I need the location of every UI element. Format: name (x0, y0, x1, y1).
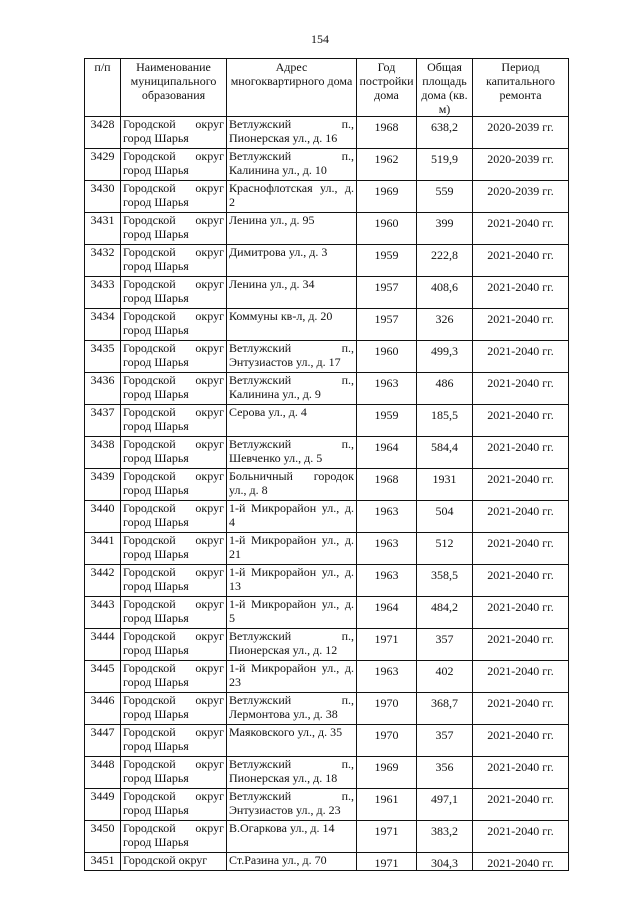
row-number-cell: 3449 (85, 789, 121, 821)
municipality-cell: Городской округ город Шарья (121, 533, 227, 565)
table-row (85, 725, 569, 757)
row-number-cell: 3439 (85, 469, 121, 501)
address-cell: Больничный городок ул., д. 8 (227, 469, 357, 501)
table-row (85, 629, 569, 661)
repair-period-cell: 2021-2040 гг. (473, 437, 569, 469)
row-number-cell: 3443 (85, 597, 121, 629)
row-number-cell: 3445 (85, 661, 121, 693)
municipality-cell: Городской округ город Шарья (121, 469, 227, 501)
municipality-cell: Городской округ город Шарья (121, 565, 227, 597)
row-number-cell: 3433 (85, 277, 121, 309)
year-built-cell: 1962 (357, 149, 417, 181)
address-cell: Ленина ул., д. 34 (227, 277, 357, 309)
year-built-cell: 1964 (357, 437, 417, 469)
year-built-cell: 1970 (357, 693, 417, 725)
repair-period-cell: 2021-2040 гг. (473, 501, 569, 533)
row-number-cell: 3428 (85, 117, 121, 149)
address-cell: Ленина ул., д. 95 (227, 213, 357, 245)
table-row (85, 277, 569, 309)
total-area-cell: 368,7 (417, 693, 473, 725)
address-cell: Димитрова ул., д. 3 (227, 245, 357, 277)
repair-period-cell: 2020-2039 гг. (473, 181, 569, 213)
table-row (85, 565, 569, 597)
table-row (85, 853, 569, 871)
total-area-cell: 408,6 (417, 277, 473, 309)
table-row (85, 469, 569, 501)
table-row (85, 181, 569, 213)
total-area-cell: 497,1 (417, 789, 473, 821)
year-built-cell: 1960 (357, 213, 417, 245)
total-area-cell: 484,2 (417, 597, 473, 629)
year-built-cell: 1960 (357, 341, 417, 373)
year-built-cell: 1963 (357, 565, 417, 597)
table-row (85, 213, 569, 245)
address-cell: Краснофлотская ул., д. 2 (227, 181, 357, 213)
municipality-cell: Городской округ город Шарья (121, 725, 227, 757)
repair-period-cell: 2021-2040 гг. (473, 533, 569, 565)
address-cell: В.Огаркова ул., д. 14 (227, 821, 357, 853)
page-number: 154 (311, 32, 329, 46)
municipality-cell: Городской округ (121, 853, 227, 871)
table-row (85, 245, 569, 277)
table-row (85, 437, 569, 469)
repair-period-cell: 2021-2040 гг. (473, 853, 569, 871)
repair-period-cell: 2021-2040 гг. (473, 565, 569, 597)
year-built-cell: 1961 (357, 789, 417, 821)
year-built-cell: 1971 (357, 629, 417, 661)
municipality-cell: Городской округ город Шарья (121, 661, 227, 693)
table-row (85, 373, 569, 405)
total-area-cell: 358,5 (417, 565, 473, 597)
repair-period-cell: 2021-2040 гг. (473, 821, 569, 853)
year-built-cell: 1963 (357, 373, 417, 405)
year-built-cell: 1959 (357, 245, 417, 277)
row-number-cell: 3450 (85, 821, 121, 853)
table-row (85, 309, 569, 341)
repair-period-cell: 2021-2040 гг. (473, 789, 569, 821)
total-area-cell: 559 (417, 181, 473, 213)
row-number-cell: 3440 (85, 501, 121, 533)
table-body (85, 117, 569, 871)
address-cell: 1-й Микрорайон ул., д. 21 (227, 533, 357, 565)
total-area-cell: 584,4 (417, 437, 473, 469)
total-area-cell: 402 (417, 661, 473, 693)
municipality-cell: Городской округ город Шарья (121, 789, 227, 821)
total-area-cell: 356 (417, 757, 473, 789)
total-area-cell: 499,3 (417, 341, 473, 373)
row-number-cell: 3436 (85, 373, 121, 405)
address-cell: Ветлужский п., Лермонтова ул., д. 38 (227, 693, 357, 725)
municipality-cell: Городской округ город Шарья (121, 341, 227, 373)
repair-period-cell: 2021-2040 гг. (473, 629, 569, 661)
table-row (85, 149, 569, 181)
repair-period-cell: 2021-2040 гг. (473, 757, 569, 789)
total-area-cell: 399 (417, 213, 473, 245)
table-row (85, 693, 569, 725)
address-cell: Серова ул., д. 4 (227, 405, 357, 437)
table-row (85, 533, 569, 565)
municipality-cell: Городской округ город Шарья (121, 181, 227, 213)
year-built-cell: 1970 (357, 725, 417, 757)
year-built-cell: 1969 (357, 757, 417, 789)
address-cell: Ветлужский п., Калинина ул., д. 10 (227, 149, 357, 181)
housing-register-table (84, 58, 569, 871)
row-number-cell: 3447 (85, 725, 121, 757)
table-header-row (85, 59, 569, 117)
year-built-cell: 1957 (357, 309, 417, 341)
repair-period-cell: 2021-2040 гг. (473, 661, 569, 693)
year-built-cell: 1971 (357, 821, 417, 853)
repair-period-cell: 2021-2040 гг. (473, 469, 569, 501)
address-cell: Ветлужский п., Пионерская ул., д. 12 (227, 629, 357, 661)
total-area-cell: 304,3 (417, 853, 473, 871)
header-num: п/п (85, 59, 121, 117)
table-row (85, 821, 569, 853)
address-cell: 1-й Микрорайон ул., д. 23 (227, 661, 357, 693)
total-area-cell: 638,2 (417, 117, 473, 149)
municipality-cell: Городской округ город Шарья (121, 757, 227, 789)
total-area-cell: 357 (417, 629, 473, 661)
row-number-cell: 3446 (85, 693, 121, 725)
header-municipality: Наименование муниципального образования (121, 59, 227, 117)
municipality-cell: Городской округ город Шарья (121, 629, 227, 661)
municipality-cell: Городской округ город Шарья (121, 309, 227, 341)
repair-period-cell: 2020-2039 гг. (473, 149, 569, 181)
repair-period-cell: 2021-2040 гг. (473, 693, 569, 725)
address-cell: Ветлужский п., Калинина ул., д. 9 (227, 373, 357, 405)
address-cell: Ветлужский п., Энтузиастов ул., д. 17 (227, 341, 357, 373)
municipality-cell: Городской округ город Шарья (121, 821, 227, 853)
address-cell: 1-й Микрорайон ул., д. 5 (227, 597, 357, 629)
row-number-cell: 3437 (85, 405, 121, 437)
address-cell: 1-й Микрорайон ул., д. 4 (227, 501, 357, 533)
address-cell: Маяковского ул., д. 35 (227, 725, 357, 757)
table-row (85, 341, 569, 373)
row-number-cell: 3448 (85, 757, 121, 789)
year-built-cell: 1959 (357, 405, 417, 437)
municipality-cell: Городской округ город Шарья (121, 373, 227, 405)
row-number-cell: 3434 (85, 309, 121, 341)
total-area-cell: 383,2 (417, 821, 473, 853)
table-row (85, 117, 569, 149)
table-row (85, 501, 569, 533)
repair-period-cell: 2021-2040 гг. (473, 245, 569, 277)
table-row (85, 757, 569, 789)
row-number-cell: 3438 (85, 437, 121, 469)
repair-period-cell: 2020-2039 гг. (473, 117, 569, 149)
row-number-cell: 3431 (85, 213, 121, 245)
municipality-cell: Городской округ город Шарья (121, 213, 227, 245)
repair-period-cell: 2021-2040 гг. (473, 309, 569, 341)
municipality-cell: Городской округ город Шарья (121, 437, 227, 469)
municipality-cell: Городской округ город Шарья (121, 277, 227, 309)
address-cell: Ветлужский п., Энтузиастов ул., д. 23 (227, 789, 357, 821)
header-year: Год постройки дома (357, 59, 417, 117)
row-number-cell: 3429 (85, 149, 121, 181)
table-row (85, 405, 569, 437)
address-cell: 1-й Микрорайон ул., д. 13 (227, 565, 357, 597)
repair-period-cell: 2021-2040 гг. (473, 213, 569, 245)
total-area-cell: 519,9 (417, 149, 473, 181)
year-built-cell: 1968 (357, 117, 417, 149)
total-area-cell: 1931 (417, 469, 473, 501)
municipality-cell: Городской округ город Шарья (121, 245, 227, 277)
municipality-cell: Городской округ город Шарья (121, 501, 227, 533)
total-area-cell: 222,8 (417, 245, 473, 277)
year-built-cell: 1957 (357, 277, 417, 309)
repair-period-cell: 2021-2040 гг. (473, 373, 569, 405)
year-built-cell: 1963 (357, 501, 417, 533)
header-address: Адрес многоквартирного дома (227, 59, 357, 117)
total-area-cell: 512 (417, 533, 473, 565)
address-cell: Ст.Разина ул., д. 70 (227, 853, 357, 871)
municipality-cell: Городской округ город Шарья (121, 117, 227, 149)
header-area: Общая площадь дома (кв. м) (417, 59, 473, 117)
row-number-cell: 3432 (85, 245, 121, 277)
row-number-cell: 3430 (85, 181, 121, 213)
repair-period-cell: 2021-2040 гг. (473, 597, 569, 629)
address-cell: Коммуны кв-л, д. 20 (227, 309, 357, 341)
year-built-cell: 1963 (357, 533, 417, 565)
year-built-cell: 1971 (357, 853, 417, 871)
municipality-cell: Городской округ город Шарья (121, 597, 227, 629)
year-built-cell: 1963 (357, 661, 417, 693)
total-area-cell: 185,5 (417, 405, 473, 437)
year-built-cell: 1968 (357, 469, 417, 501)
total-area-cell: 357 (417, 725, 473, 757)
header-period: Период капитального ремонта (473, 59, 569, 117)
total-area-cell: 504 (417, 501, 473, 533)
row-number-cell: 3441 (85, 533, 121, 565)
year-built-cell: 1969 (357, 181, 417, 213)
row-number-cell: 3442 (85, 565, 121, 597)
repair-period-cell: 2021-2040 гг. (473, 277, 569, 309)
address-cell: Ветлужский п., Шевченко ул., д. 5 (227, 437, 357, 469)
repair-period-cell: 2021-2040 гг. (473, 725, 569, 757)
municipality-cell: Городской округ город Шарья (121, 693, 227, 725)
table-row (85, 661, 569, 693)
year-built-cell: 1964 (357, 597, 417, 629)
row-number-cell: 3444 (85, 629, 121, 661)
municipality-cell: Городской округ город Шарья (121, 405, 227, 437)
table-row (85, 789, 569, 821)
row-number-cell: 3451 (85, 853, 121, 871)
table-row (85, 597, 569, 629)
total-area-cell: 486 (417, 373, 473, 405)
repair-period-cell: 2021-2040 гг. (473, 405, 569, 437)
municipality-cell: Городской округ город Шарья (121, 149, 227, 181)
total-area-cell: 326 (417, 309, 473, 341)
row-number-cell: 3435 (85, 341, 121, 373)
address-cell: Ветлужский п., Пионерская ул., д. 18 (227, 757, 357, 789)
repair-period-cell: 2021-2040 гг. (473, 341, 569, 373)
address-cell: Ветлужский п., Пионерская ул., д. 16 (227, 117, 357, 149)
